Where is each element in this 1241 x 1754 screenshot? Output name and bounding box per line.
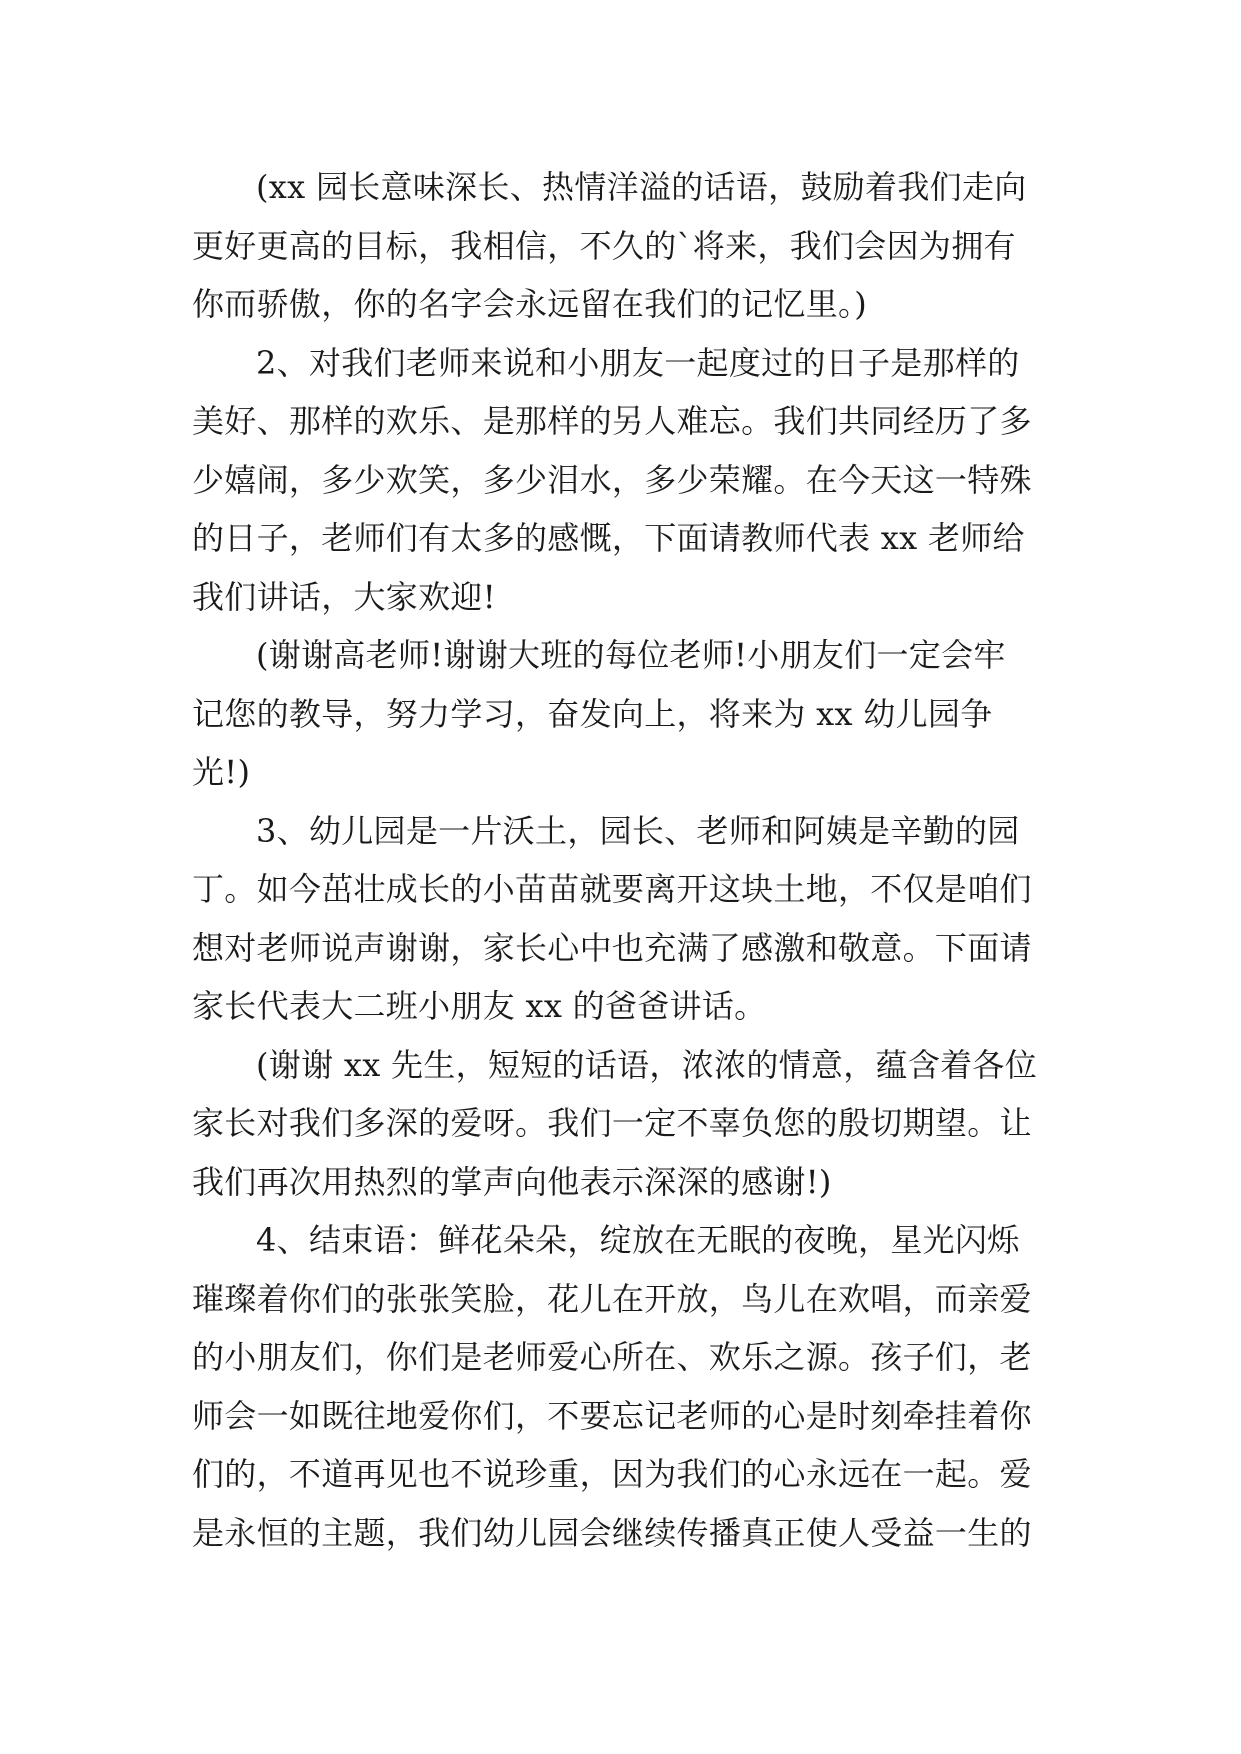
text-line: 璀璨着你们的张张笑脸，花儿在开放，鸟儿在欢唱，而亲爱 [192, 1279, 1032, 1318]
text-line: 家长对我们多深的爱呀。我们一定不辜负您的殷切期望。让 [192, 1104, 1032, 1142]
text-line: 我们讲话，大家欢迎! [192, 577, 496, 616]
text-line: 3、幼儿园是一片沃土，园长、老师和阿姨是辛勤的园 [256, 811, 1020, 850]
text-line: 你而骄傲，你的名字会永远留在我们的记忆里。) [192, 285, 868, 323]
text-line: 家长代表大二班小朋友 xx 的爸爸讲话。 [192, 987, 767, 1025]
text-line: 的日子，老师们有太多的感慨，下面请教师代表 xx 老师给 [192, 519, 1025, 557]
text-line: 更好更高的目标，我相信，不久的`将来，我们会因为拥有 [192, 226, 1016, 265]
text-line: 4、结束语：鲜花朵朵，绽放在无眠的夜晚，星光闪烁 [256, 1221, 1020, 1259]
text-line: (谢谢高老师!谢谢大班的每位老师!小朋友们一定会牢 [256, 636, 1006, 674]
text-line: 我们再次用热烈的掌声向他表示深深的感谢!) [192, 1162, 832, 1201]
text-line: 师会一如既往地爱你们，不要忘记老师的心是时刻牵挂着你 [192, 1396, 1032, 1435]
text-line: 光!) [192, 753, 251, 791]
text-line: 们的，不道再见也不说珍重，因为我们的心永远在一起。爱 [192, 1455, 1032, 1493]
text-line: (谢谢 xx 先生，短短的话语，浓浓的情意，蕴含着各位 [256, 1045, 1038, 1084]
text-line: 想对老师说声谢谢，家长心中也充满了感激和敬意。下面请 [192, 928, 1032, 967]
text-line: 少嬉闹，多少欢笑，多少泪水，多少荣耀。在今天这一特殊 [192, 460, 1032, 499]
document-body [192, 158, 1052, 1562]
text-line: 的小朋友们，你们是老师爱心所在、欢乐之源。孩子们，老 [192, 1338, 1032, 1376]
text-line: 美好、那样的欢乐、是那样的另人难忘。我们共同经历了多 [192, 402, 1032, 440]
text-line: 是永恒的主题，我们幼儿园会继续传播真正使人受益一生的 [192, 1513, 1032, 1552]
text-line: 2、对我们老师来说和小朋友一起度过的日子是那样的 [256, 343, 1020, 382]
text-line: 记您的教导，努力学习，奋发向上，将来为 xx 幼儿园争 [192, 694, 993, 733]
text-line: (xx 园长意味深长、热情洋溢的话语，鼓励着我们走向 [256, 168, 1027, 206]
text-line: 丁。如今茁壮成长的小苗苗就要离开这块土地，不仅是咱们 [192, 870, 1032, 908]
